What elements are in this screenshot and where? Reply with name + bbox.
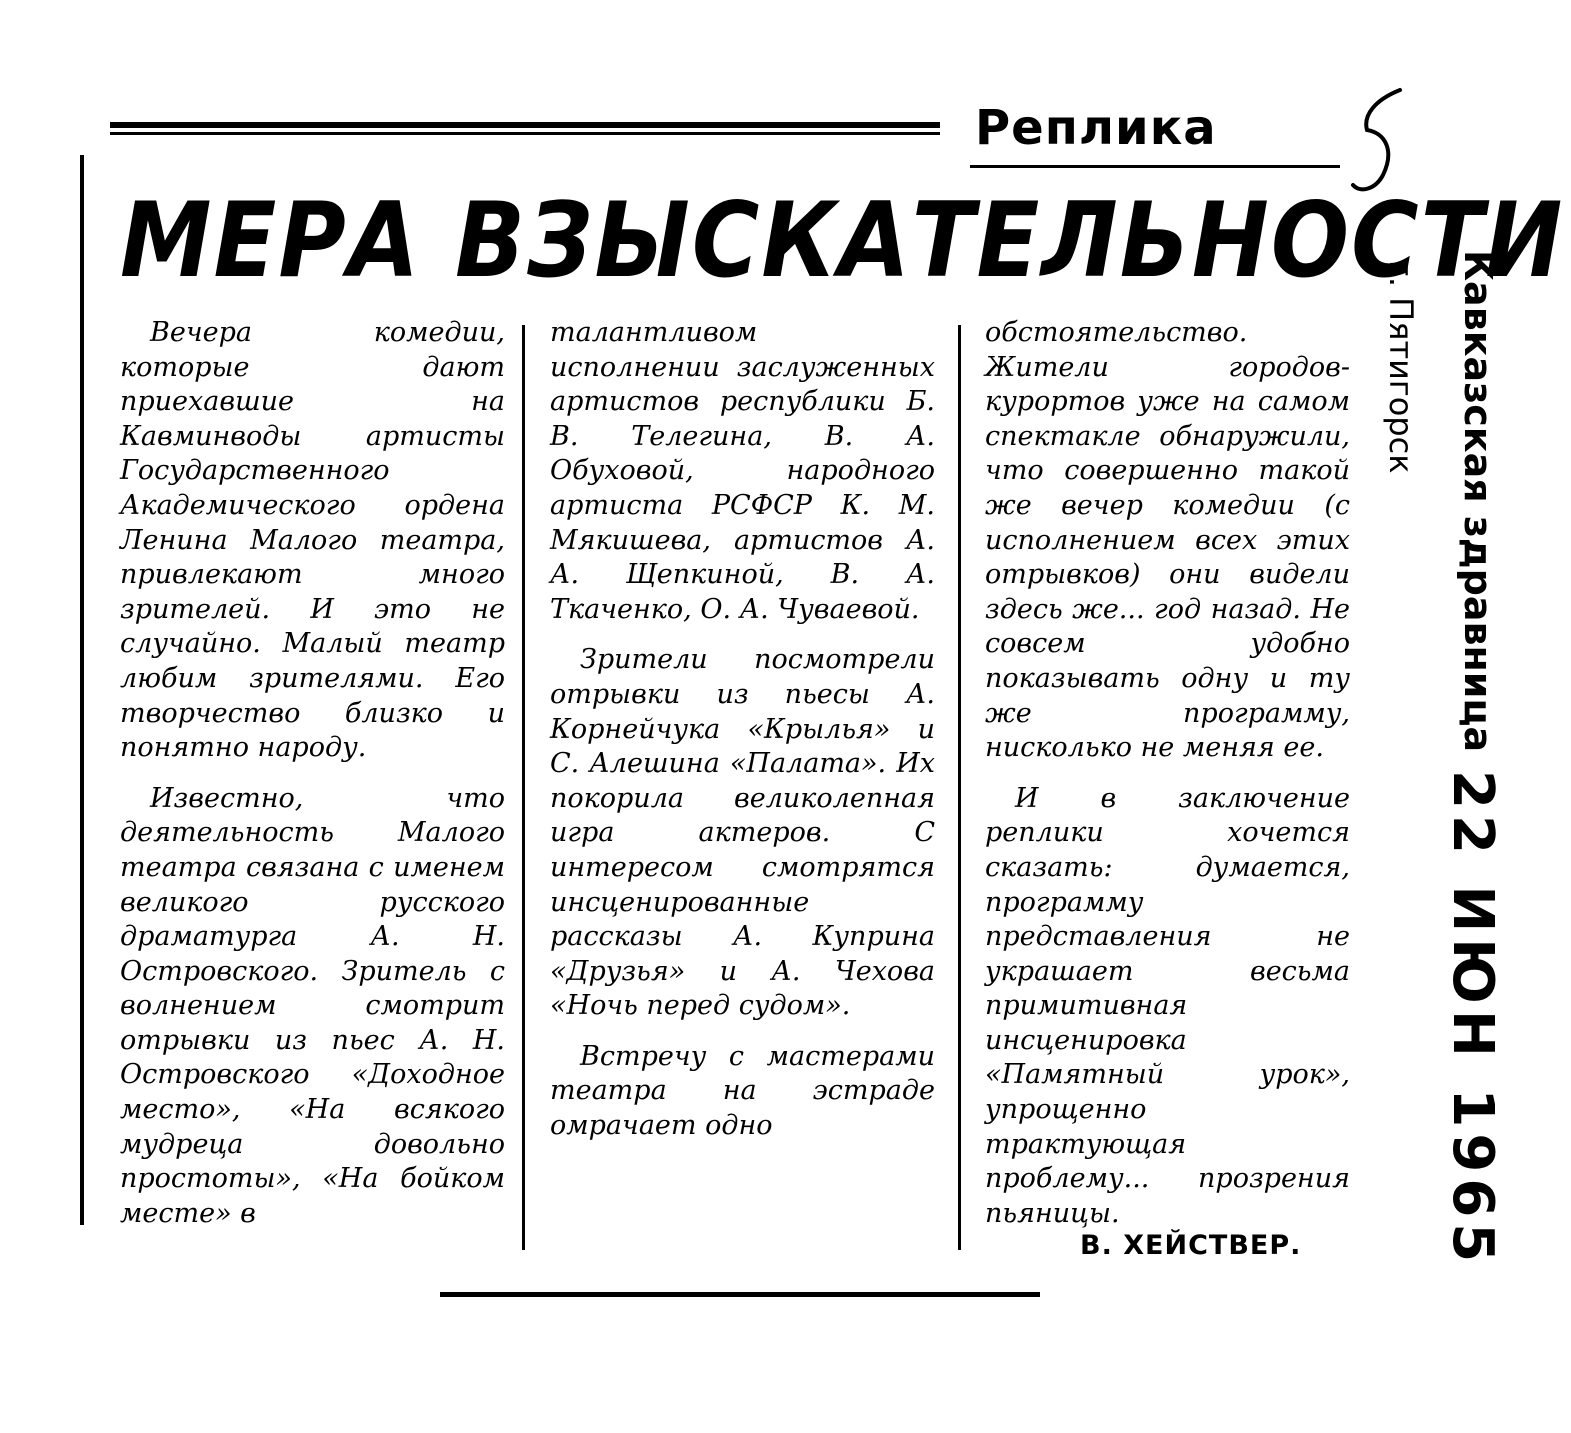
author-signature: В. ХЕЙСТВЕР.	[1080, 1230, 1302, 1261]
paragraph: обстоятельство. Жители городов-курортов уже на самом спектакле обнаружили, что совершенно такой же вечер комедии (с исполнением всех этих отрывков) они видели здесь же... год назад. Не совсем удобно показывать одну и ту же программу, нисколько не меняя ее.	[985, 317, 1350, 764]
rubric-label: Реплика	[975, 100, 1217, 156]
top-rule-thin	[110, 132, 940, 135]
paragraph: талантливом исполнении заслуженных артистов республики Б. В. Телегина, В. А. Обуховой, народного артиста РСФСР К. М. Мякишева, артистов А. А. Щепкиной, В. А. Ткаченко, О. А. Чуваевой.	[550, 317, 935, 625]
stamp-date: 22 ИЮН 1965	[1440, 770, 1505, 1269]
archive-stamp	[1360, 250, 1520, 1269]
column-divider	[958, 325, 961, 1250]
paragraph: Зрители посмотрели отрывки из пьесы А. Корнейчука «Крылья» и С. Алешина «Палата». Их покорила великолепная игра актеров. С интересом смотрятся инсценированные рассказы А. Куприна «Друзья» и А. Чехова «Ночь перед судом».	[550, 644, 935, 1022]
column-1	[120, 316, 505, 1231]
paragraph: Встречу с мастерами театра на эстраде омрачает одно	[550, 1040, 935, 1142]
left-border	[80, 155, 84, 1225]
paragraph: И в заключение реплики хочется сказать: думается, программу представления не украшает весьма примитивная инсценировка «Памятный урок», упрощенно трактующая проблему... прозрения пьяницы.	[985, 782, 1350, 1229]
column-3	[985, 316, 1350, 1231]
rubric-rule	[970, 165, 1340, 168]
column-2	[550, 316, 935, 1144]
paragraph: Вечера комедии, которые дают приехавшие на Кавминводы артисты Государственного Академического ордена Ленина Малого театра, привлекают много зрителей. И это не случайно. Малый театр любим зрителями. Его творчество близко и понятно народу.	[120, 317, 505, 764]
headline: МЕРА ВЗЫСКАТЕЛЬНОСТИ	[120, 181, 1565, 301]
bottom-rule	[440, 1292, 1040, 1297]
paragraph: Известно, что деятельность Малого театра связана с именем великого русского драматурга А. Н. Островского. Зритель с волнением смотрит отрывки из пьес А. Н. Островского «Доходное место», «На всякого мудреца довольно простоты», «На бойком месте» в	[120, 782, 505, 1229]
stamp-newspaper-name: Кавказская здравница	[1456, 250, 1500, 753]
top-rule	[110, 122, 940, 128]
stamp-city: г. Пятигорск	[1382, 260, 1420, 474]
pencil-mark	[1345, 85, 1405, 205]
column-divider	[522, 325, 525, 1250]
